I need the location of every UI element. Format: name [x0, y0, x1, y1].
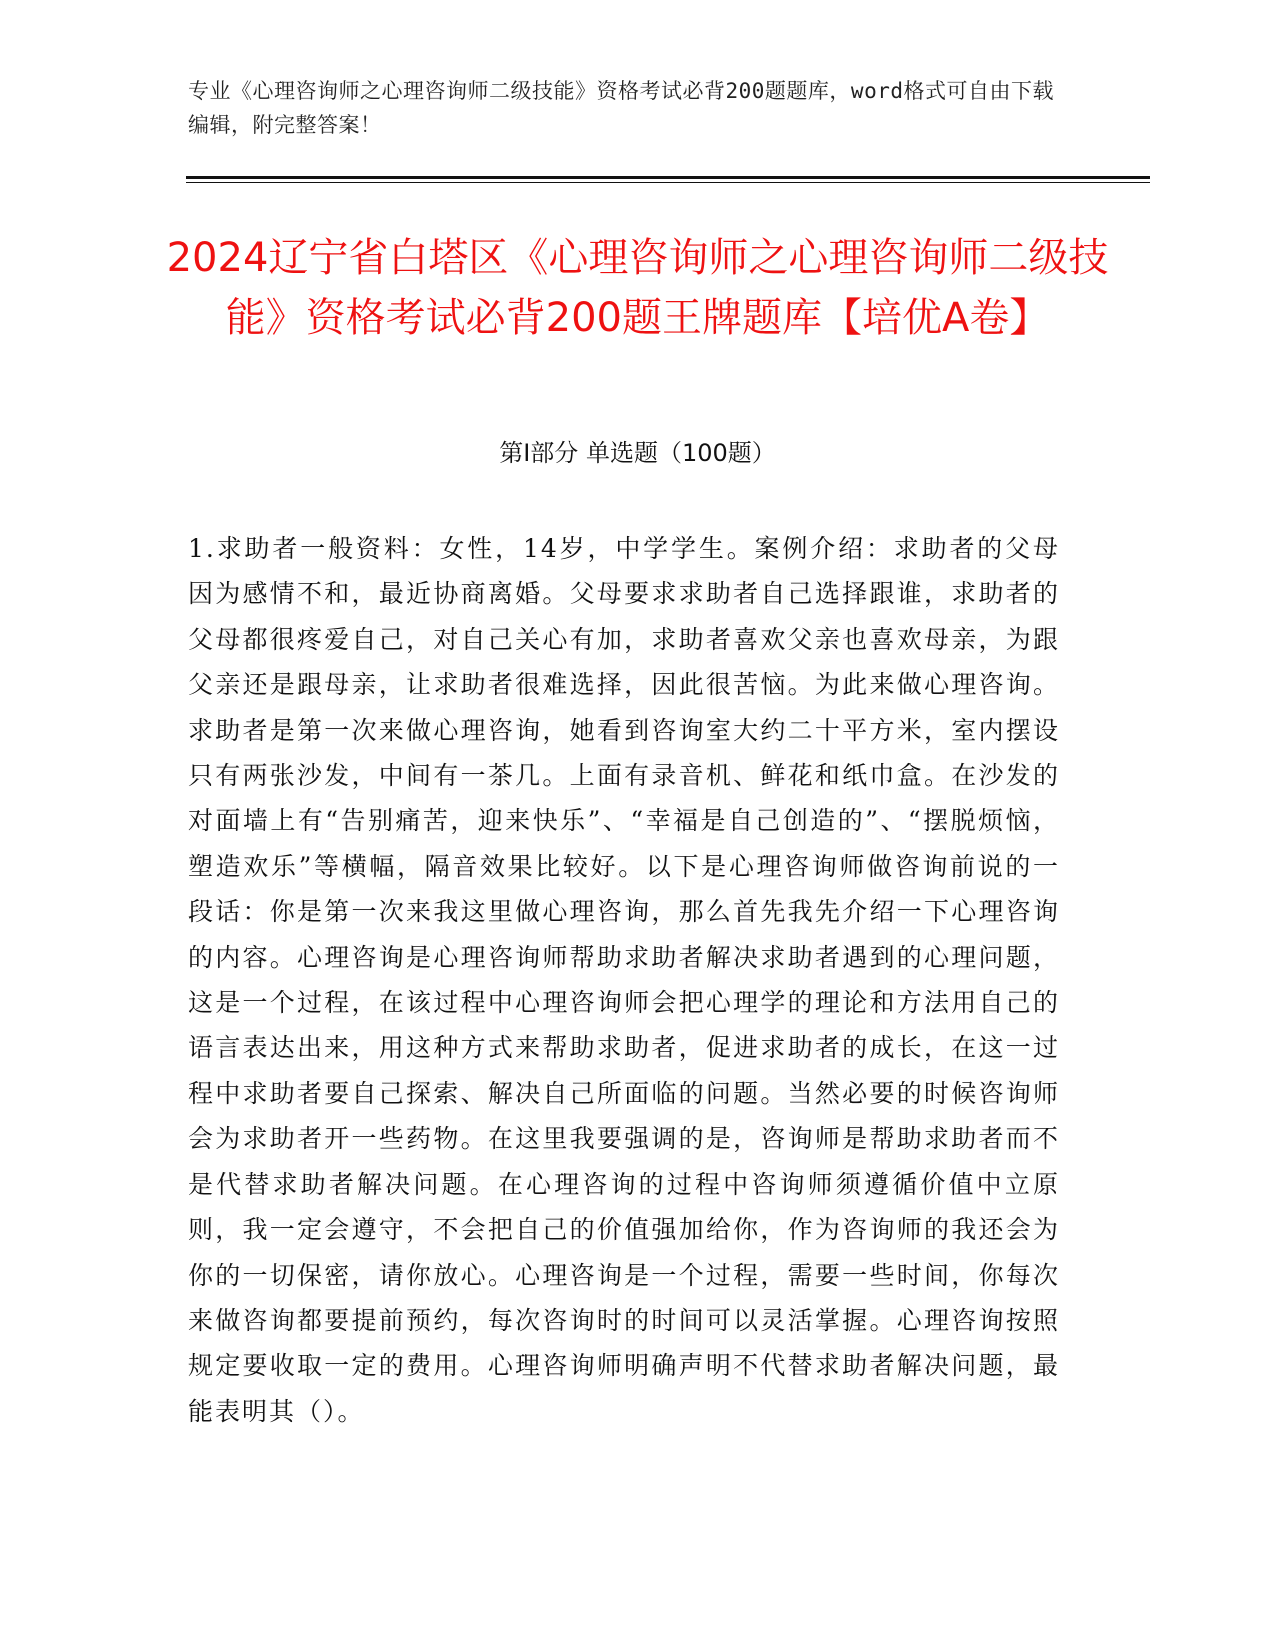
question-text: 1.求助者一般资料：女性，14岁，中学学生。案例介绍：求助者的父母因为感情不和，最近协商离婚。父母要求求助者自己选择跟谁，求助者的父母都很疼爱自己，对自己关心有加，求助者喜欢父亲也喜欢母亲，为跟父亲还是跟母亲，让求助者很难选择，因此很苦恼。为此来做心理咨询。求助者是第一次来做心理咨询，她看到咨询室大约二十平方米，室内摆设只有两张沙发，中间有一茶几。上面有录音机、鲜花和纸巾盒。在沙发的对面墙上有“告别痛苦，迎来快乐”、“幸福是自己创造的”、“摆脱烦恼，塑造欢乐”等横幅，隔音效果比较好。以下是心理咨询师做咨询前说的一段话：你是第一次来我这里做心理咨询，那么首先我先介绍一下心理咨询的内容。心理咨询是心理咨询师帮助求助者解决求助者遇到的心理问题，这是一个过程，在该过程中心理咨询师会把心理学的理论和方法用自己的语言表达出来，用这种方式来帮助求助者，促进求助者的成长，在这一过程中求助者要自己探索、解决自己所面临的问题。当然必要的时候咨询师会为求助者开一些药物。在这里我要强调的是，咨询师是帮助求助者而不是代替求助者解决问题。在心理咨询的过程中咨询师须遵循价值中立原则，我一定会遵守，不会把自己的价值强加给你，作为咨询师的我还会为你的一切保密，请你放心。心理咨询是一个过程，需要一些时间，你每次来做咨询都要提前预约，每次咨询时的时间可以灵活掌握。心理咨询按照规定要收取一定的费用。心理咨询师明确声明不代替求助者解决问题，最能表明其（）。 [188, 534, 1060, 1426]
header-rule-thin [186, 182, 1150, 183]
header-rule-thick [186, 176, 1150, 179]
document-title: 2024辽宁省白塔区《心理咨询师之心理咨询师二级技能》资格考试必背200题王牌题库【培优A卷】 [166, 235, 1109, 341]
section-heading: 第Ⅰ部分 单选题（100题） [499, 439, 776, 467]
header-note: 专业《心理咨询师之心理咨询师二级技能》资格考试必背200题题库，word格式可自由下载编辑，附完整答案！ [188, 79, 1054, 137]
